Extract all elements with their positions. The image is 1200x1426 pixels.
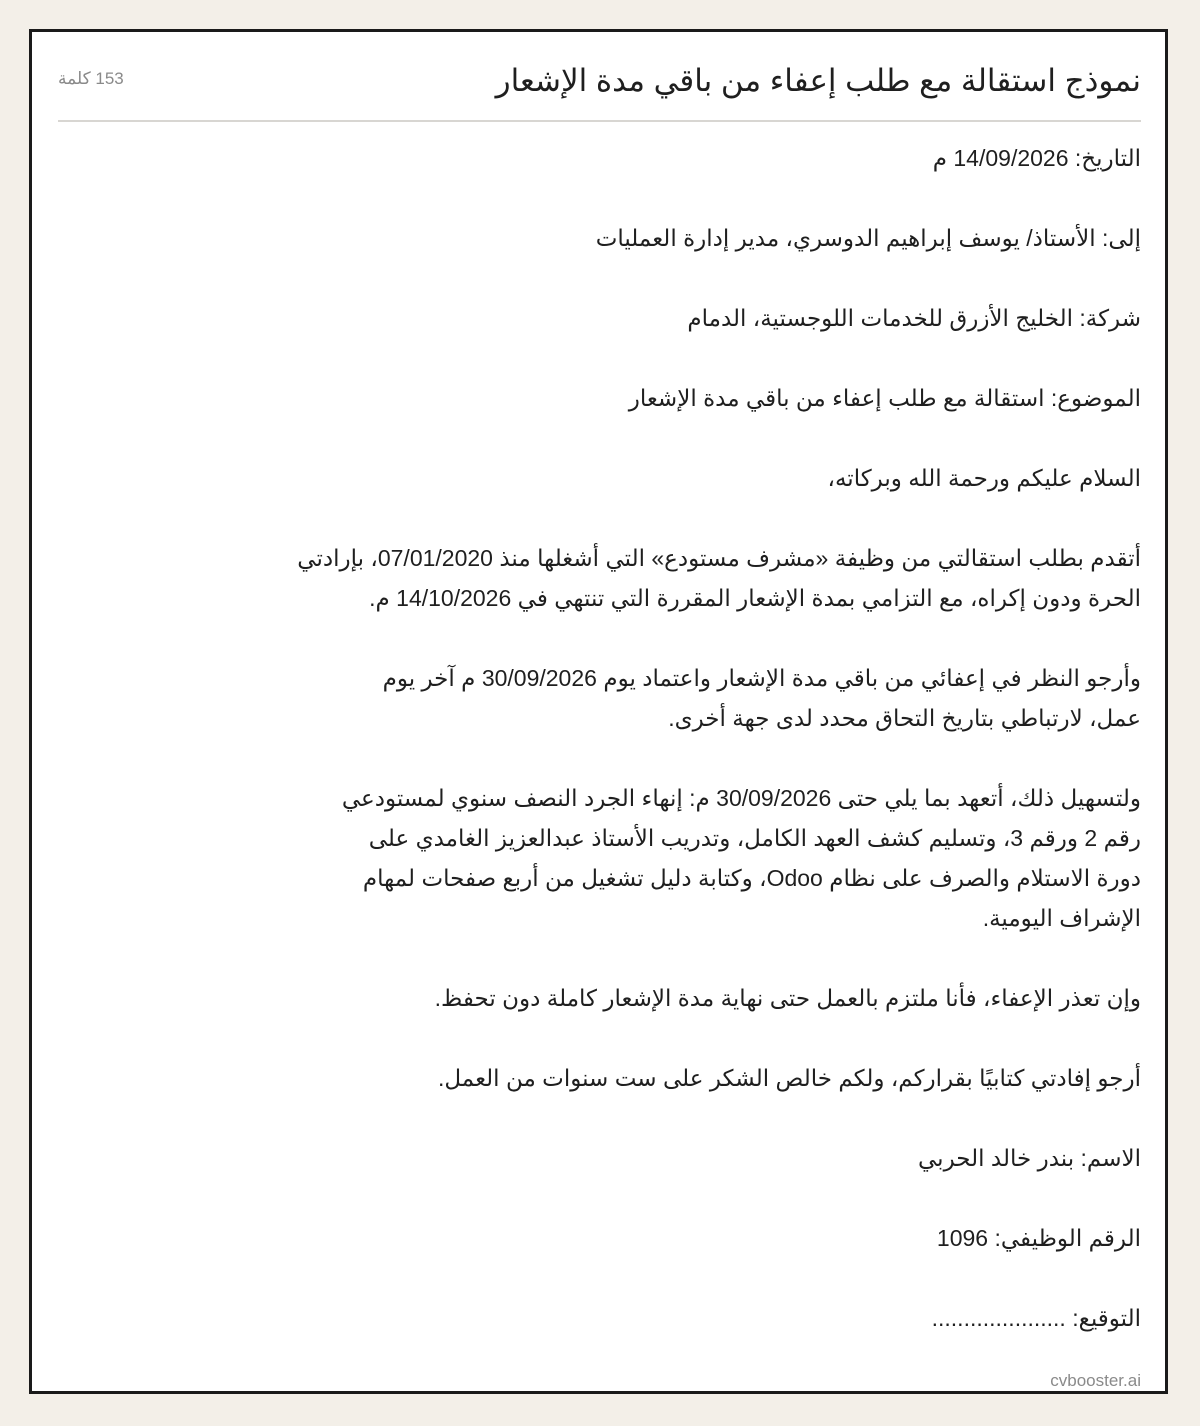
signature-line: التوقيع: .....................: [931, 1305, 1141, 1331]
resignation-letter-card: [29, 29, 1168, 1394]
watermark: cvbooster.ai: [1050, 1371, 1141, 1390]
subject-line: الموضوع: استقالة مع طلب إعفاء من باقي مدة الإشعار: [628, 385, 1141, 411]
employee-number-line: الرقم الوظيفي: 1096: [936, 1225, 1141, 1251]
fallback-commitment-paragraph: وإن تعذر الإعفاء، فأنا ملتزم بالعمل حتى نهاية مدة الإشعار كاملة دون تحفظ.: [434, 985, 1141, 1011]
recipient-line: إلى: الأستاذ/ يوسف إبراهيم الدوسري، مدير إدارة العمليات: [595, 225, 1141, 251]
letter-body: [58, 138, 1141, 1378]
document-title: نموذج استقالة مع طلب إعفاء من باقي مدة الإشعار: [495, 63, 1141, 98]
word-count-badge: 153 كلمة: [58, 69, 124, 88]
handover-commitments-paragraph: ولتسهيل ذلك، أتعهد بما يلي حتى 30/09/2026 م: إنهاء الجرد النصف سنوي لمستودعي رقم 2 ورقم 3، وتسليم كشف العهد الكامل، وتدريب الأستاذ عبدالعزيز الغامدي على دورة الاستلام والصرف على نظام Odoo، وكتابة دليل تشغيل من أربع صفحات لمهام الإشراف اليومية.: [341, 785, 1141, 931]
name-line: الاسم: بندر خالد الحربي: [918, 1145, 1141, 1171]
exemption-request-paragraph: وأرجو النظر في إعفائي من باقي مدة الإشعار واعتماد يوم 30/09/2026 م آخر يوم عمل، لارتباطي بتاريخ التحاق محدد لدى جهة أخرى.: [382, 665, 1141, 731]
greeting-line: السلام عليكم ورحمة الله وبركاته،: [827, 465, 1141, 491]
resignation-paragraph: أتقدم بطلب استقالتي من وظيفة «مشرف مستودع» التي أشغلها منذ 07/01/2020، بإرادتي الحرة ودون إكراه، مع التزامي بمدة الإشعار المقررة التي تنتهي في 14/10/2026 م.: [297, 545, 1141, 611]
company-line: شركة: الخليج الأزرق للخدمات اللوجستية، الدمام: [687, 305, 1141, 331]
closing-paragraph: أرجو إفادتي كتابيًا بقراركم، ولكم خالص الشكر على ست سنوات من العمل.: [437, 1065, 1141, 1091]
date-line: التاريخ: 14/09/2026 م: [932, 145, 1141, 171]
document-header: [58, 32, 1141, 122]
